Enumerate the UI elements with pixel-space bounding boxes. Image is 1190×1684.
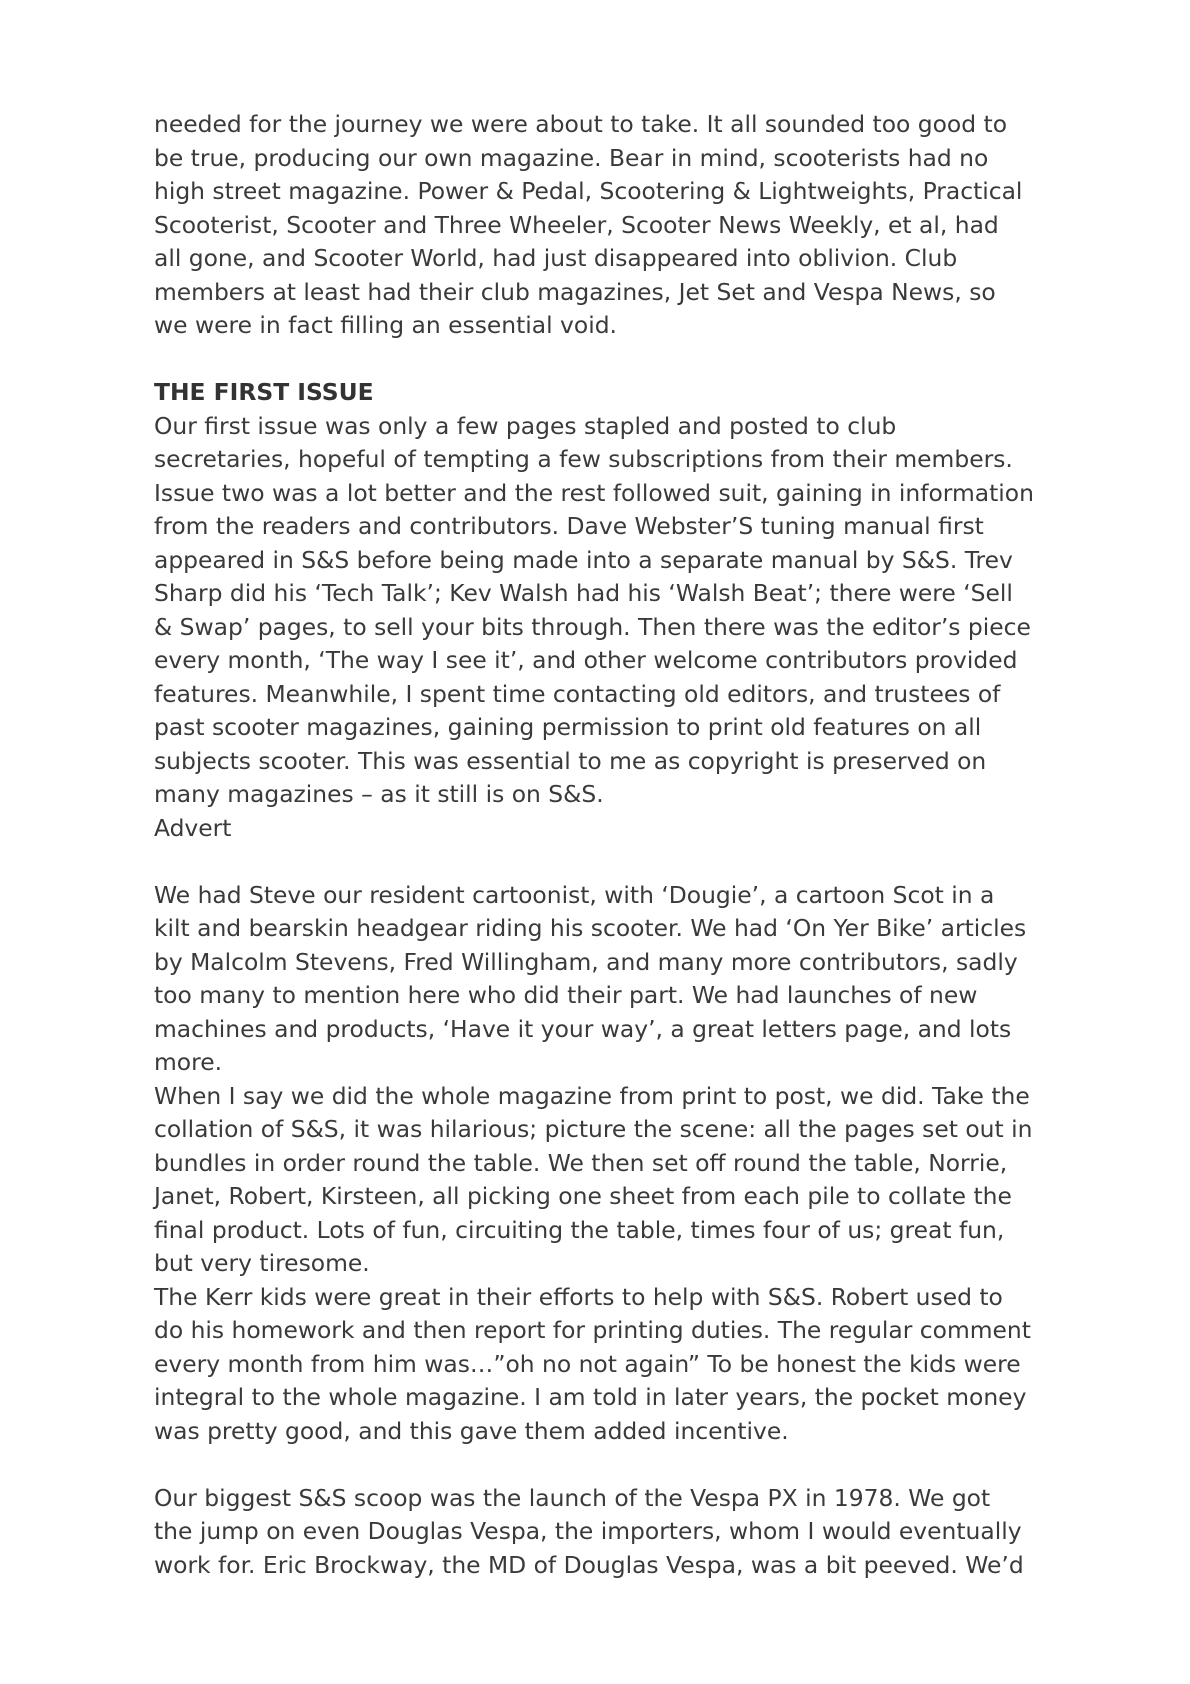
document-page	[154, 108, 1054, 1582]
text-line: integral to the whole magazine. I am told in later years, the pocket money	[154, 1383, 1027, 1411]
text-line: Our first issue was only a few pages stapled and posted to club	[154, 411, 897, 440]
paragraph-cartoonist	[154, 879, 1054, 1080]
text-line: was pretty good, and this gave them added incentive.	[154, 1416, 789, 1445]
text-line: & Swap’ pages, to sell your bits through. Then there was the editor’s piece	[154, 612, 1031, 641]
text-line: Sharp did his ‘Tech Talk’; Kev Walsh had his ‘Walsh Beat’; there were ‘Sell	[154, 579, 1013, 607]
text-line: collation of S&S, it was hilarious; picture the scene: all the pages set out in	[154, 1115, 1033, 1143]
text-line: every month, ‘The way I see it’, and other welcome contributors provided	[154, 646, 1018, 674]
text-line: Our biggest S&S scoop was the launch of the Vespa PX in 1978. We got	[154, 1483, 991, 1512]
text-line: members at least had their club magazines, Jet Set and Vespa News, so	[154, 277, 996, 306]
text-line: final product. Lots of fun, circuiting the table, times four of us; great fun,	[154, 1215, 1005, 1244]
paragraph-spacer	[154, 343, 1054, 377]
paragraph-intro	[154, 108, 1054, 343]
text-line: machines and products, ‘Have it your way’, a great letters page, and lots	[154, 1014, 1012, 1043]
text-line: past scooter magazines, gaining permission to print old features on all	[154, 713, 982, 741]
text-line: we were in fact filling an essential void.	[154, 311, 617, 339]
text-line: subjects scooter. This was essential to me as copyright is preserved on	[154, 746, 987, 775]
text-line: too many to mention here who did their part. We had launches of new	[154, 981, 978, 1009]
text-line: appeared in S&S before being made into a separate manual by S&S. Trev	[154, 545, 1013, 574]
text-line: needed for the journey we were about to take. It all sounded too good to	[154, 110, 1008, 138]
text-line: The Kerr kids were great in their efforts to help with S&S. Robert used to	[154, 1282, 1003, 1311]
paragraph-first-issue	[154, 410, 1054, 812]
text-line: Issue two was a lot better and the rest followed suit, gaining in information	[154, 478, 1034, 507]
text-line: kilt and bearskin headgear riding his scooter. We had ‘On Yer Bike’ articles	[154, 914, 1027, 942]
paragraph-collation	[154, 1080, 1054, 1281]
text-line: more.	[154, 1048, 223, 1076]
text-line: all gone, and Scooter World, had just disappeared into oblivion. Club	[154, 244, 958, 272]
text-line: do his homework and then report for printing duties. The regular comment	[154, 1316, 1031, 1344]
text-line: from the readers and contributors. Dave Webster’S tuning manual first	[154, 512, 984, 540]
paragraph-spacer	[154, 845, 1054, 879]
text-line: work for. Eric Brockway, the MD of Douglas Vespa, was a bit peeved. We’d	[154, 1550, 1024, 1579]
text-line: by Malcolm Stevens, Fred Willingham, and many more contributors, sadly	[154, 947, 1018, 976]
text-line: bundles in order round the table. We then set off round the table, Norrie,	[154, 1148, 1008, 1177]
paragraph-kids	[154, 1281, 1054, 1449]
text-line: be true, producing our own magazine. Bear in mind, scooterists had no	[154, 143, 989, 172]
text-line: Scooterist, Scooter and Three Wheeler, Scooter News Weekly, et al, had	[154, 210, 999, 239]
text-line: many magazines – as it still is on S&S.	[154, 780, 604, 808]
paragraph-scoop	[154, 1482, 1054, 1583]
text-line: Janet, Robert, Kirsteen, all picking one sheet from each pile to collate the	[154, 1182, 1012, 1210]
text-line: every month from him was…”oh no not again” To be honest the kids were	[154, 1349, 1021, 1378]
paragraph-spacer	[154, 1448, 1054, 1482]
text-line: When I say we did the whole magazine from print to post, we did. Take the	[154, 1081, 1030, 1110]
text-line: features. Meanwhile, I spent time contacting old editors, and trustees of	[154, 679, 1001, 708]
text-line: the jump on even Douglas Vespa, the importers, whom I would eventually	[154, 1517, 1022, 1545]
text-line: secretaries, hopeful of tempting a few subscriptions from their members.	[154, 445, 1013, 473]
section-heading: THE FIRST ISSUE	[154, 378, 374, 406]
text-line: We had Steve our resident cartoonist, with ‘Dougie’, a cartoon Scot in a	[154, 880, 995, 909]
advert-label: Advert	[154, 813, 232, 842]
text-line: but very tiresome.	[154, 1249, 370, 1277]
text-line: high street magazine. Power & Pedal, Scootering & Lightweights, Practical	[154, 177, 1023, 205]
